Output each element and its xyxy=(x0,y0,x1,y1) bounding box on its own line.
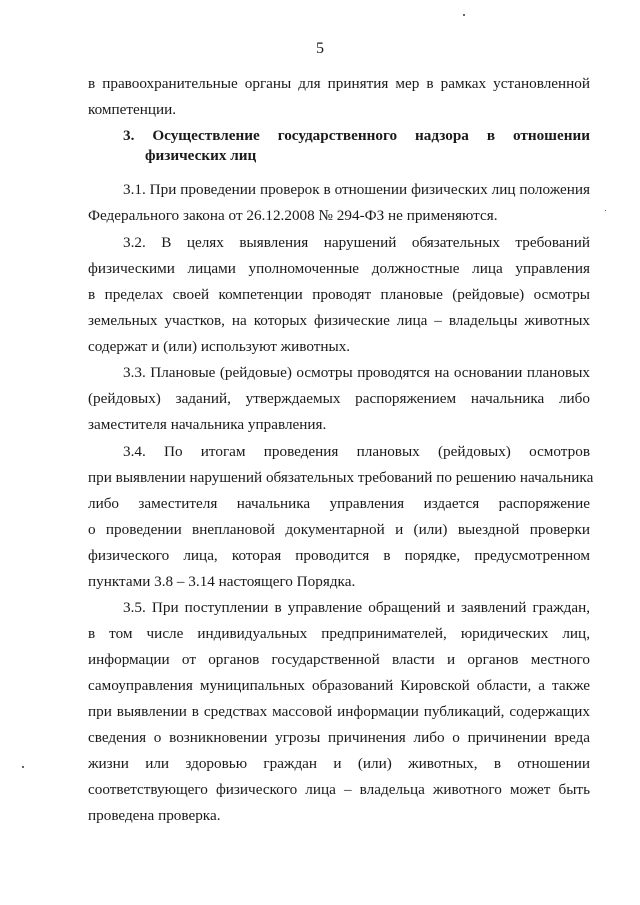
paragraph-3-3-line: 3.3. Плановые (рейдовые) осмотры проводятся на основании плановых xyxy=(123,364,590,381)
paragraph-3-2-line: в пределах своей компетенции проводят плановые (рейдовые) осмотры xyxy=(88,286,590,303)
section-heading-continued: физических лиц xyxy=(145,147,257,164)
paragraph-3-3-line: (рейдовых) заданий, утверждаемых распоряжением начальника либо xyxy=(88,390,590,407)
paragraph-3-2-line: содержат и (или) используют животных. xyxy=(88,338,351,355)
paragraph-3-5-line: самоуправления муниципальных образований Кировской области, а также xyxy=(88,677,590,694)
paragraph-3-2-line: земельных участков, на которых физические лица – владельцы животных xyxy=(88,312,590,329)
scan-speck xyxy=(463,14,465,16)
paragraph-3-5-line: информации от органов государственной власти и органов местного xyxy=(88,651,590,668)
page-number: 5 xyxy=(316,40,324,57)
scan-speck xyxy=(22,766,24,768)
paragraph-3-5-line: 3.5. При поступлении в управление обращений и заявлений граждан, xyxy=(123,599,590,616)
paragraph-3-4-line: физического лица, которая проводится в порядке, предусмотренном xyxy=(88,547,590,564)
paragraph-3-2-line: 3.2. В целях выявления нарушений обязательных требований xyxy=(123,234,590,251)
section-heading: 3. Осуществление государственного надзора в отношении xyxy=(123,127,590,144)
scan-speck xyxy=(605,210,606,211)
paragraph-3-2-line: физическими лицами уполномоченные должностные лица управления xyxy=(88,260,590,277)
paragraph-3-5-line: проведена проверка. xyxy=(88,807,221,824)
paragraph-3-5-line: в том числе индивидуальных предпринимателей, юридических лиц, xyxy=(88,625,590,642)
paragraph-3-4-line: 3.4. По итогам проведения плановых (рейдовых) осмотров xyxy=(123,443,590,460)
paragraph-3-4-line: пунктами 3.8 – 3.14 настоящего Порядка. xyxy=(88,573,356,590)
paragraph-3-3-line: заместителя начальника управления. xyxy=(88,416,327,433)
text-line: в правоохранительные органы для принятия мер в рамках установленной xyxy=(88,75,590,92)
paragraph-3-5-line: жизни или здоровью граждан и (или) животных, в отношении xyxy=(88,755,590,772)
paragraph-3-5-line: сведения о возникновении угрозы причинения либо о причинении вреда xyxy=(88,729,590,746)
paragraph-3-1-line: Федерального закона от 26.12.2008 № 294-ФЗ не применяются. xyxy=(88,207,498,224)
paragraph-3-4-line: о проведении внеплановой документарной и (или) выездной проверки xyxy=(88,521,590,538)
text-line: компетенции. xyxy=(88,101,177,118)
paragraph-3-5-line: при выявлении в средствах массовой информации публикаций, содержащих xyxy=(88,703,590,720)
paragraph-3-1-line: 3.1. При проведении проверок в отношении физических лиц положения xyxy=(123,181,590,198)
paragraph-3-4-line: при выявлении нарушений обязательных требований по решению начальника xyxy=(88,469,594,486)
paragraph-3-5-line: соответствующего физического лица – владельца животного может быть xyxy=(88,781,590,798)
paragraph-3-4-line: либо заместителя начальника управления издается распоряжение xyxy=(88,495,590,512)
